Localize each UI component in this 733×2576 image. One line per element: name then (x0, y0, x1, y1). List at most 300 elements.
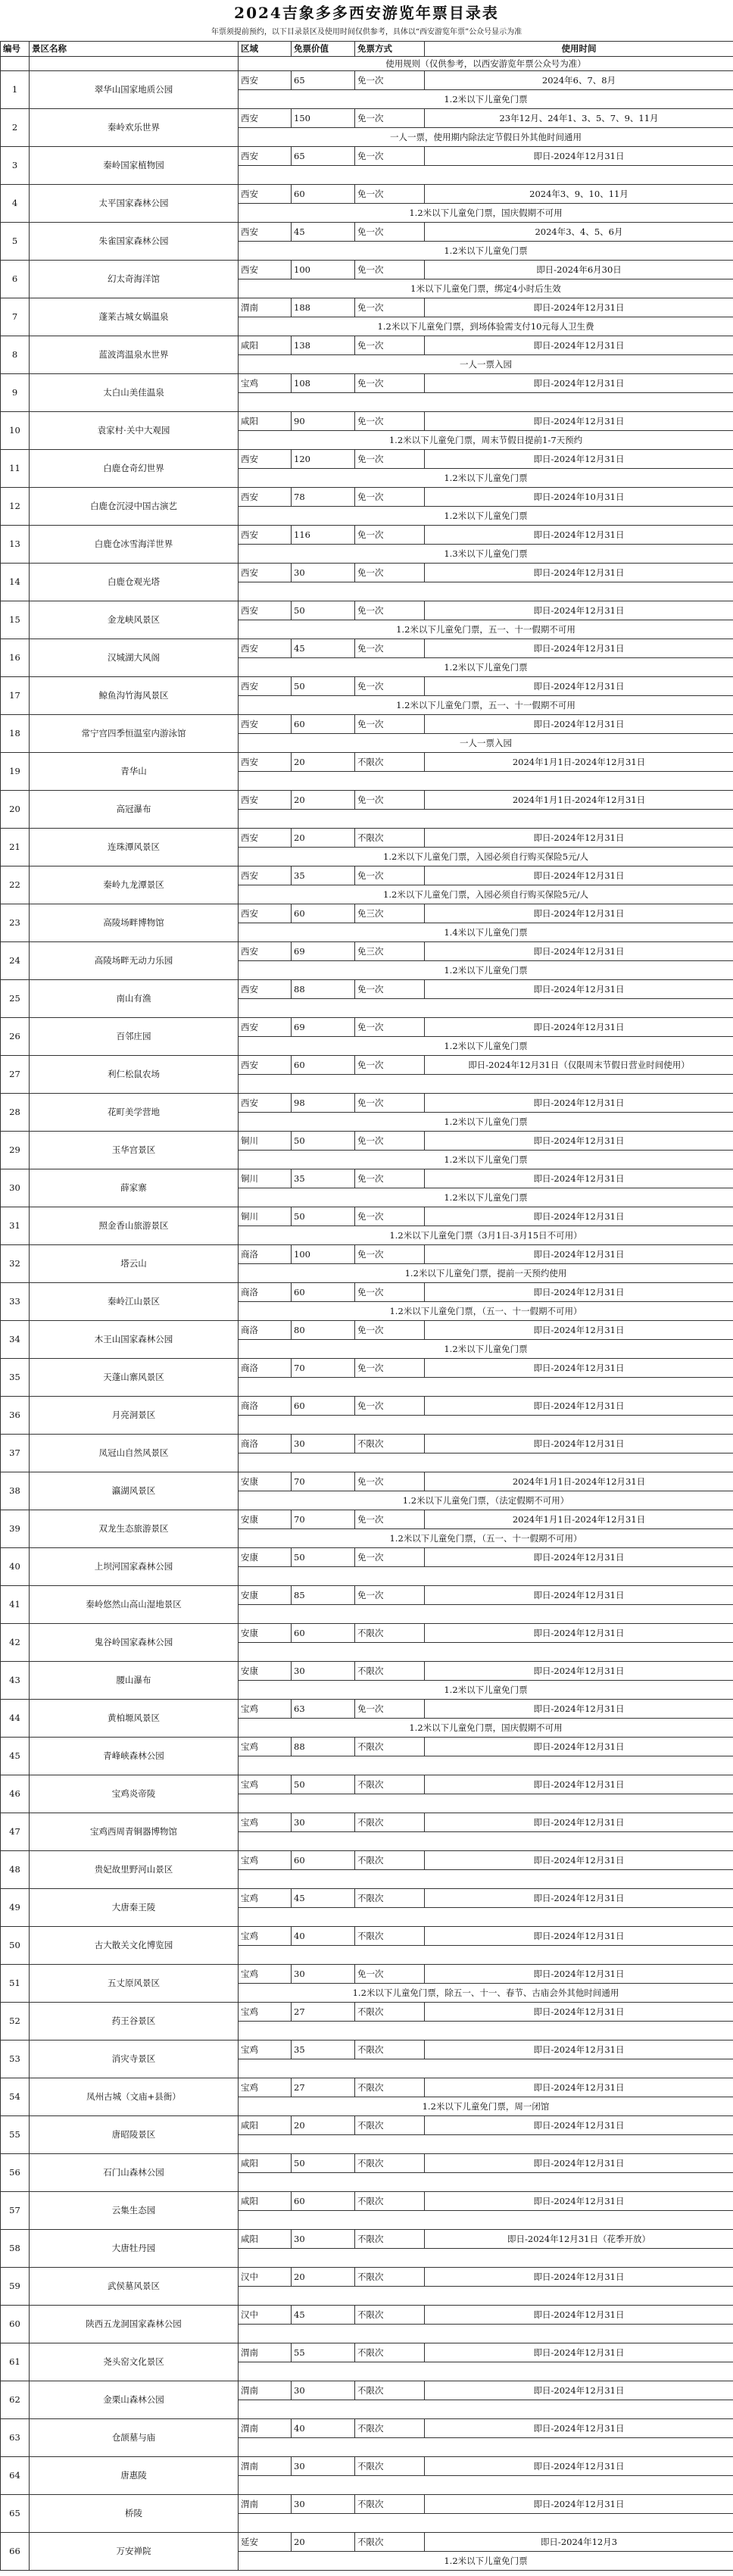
price-cell: 65 (292, 147, 355, 166)
remark-cell: 1.2米以下儿童免门票 (239, 1113, 733, 1132)
row-number: 37 (1, 1435, 30, 1472)
time-cell: 2024年1月1日-2024年12月31日 (425, 1510, 733, 1529)
time-cell: 即日-2024年12月31日 (425, 1018, 733, 1037)
row-number: 21 (1, 829, 30, 866)
method-cell: 免一次 (355, 639, 425, 658)
method-cell: 不限次 (355, 2230, 425, 2249)
method-cell: 免一次 (355, 1132, 425, 1151)
region-cell: 渭南 (239, 2419, 292, 2438)
remark-cell: 1.2米以下儿童免门票 (239, 1188, 733, 1207)
row-number: 17 (1, 677, 30, 715)
table-row (1, 2533, 733, 2552)
table-row (1, 1169, 733, 1188)
attraction-name: 高陵场畔无动力乐园 (30, 942, 239, 980)
time-cell: 即日-2024年12月31日 (425, 526, 733, 545)
region-cell: 汉中 (239, 2268, 292, 2287)
row-number: 16 (1, 639, 30, 677)
table-row (1, 1397, 733, 1416)
header-method: 免票方式 (355, 42, 425, 57)
region-cell: 商洛 (239, 1397, 292, 1416)
region-cell: 安康 (239, 1548, 292, 1567)
attraction-name: 上坝河国家森林公园 (30, 1548, 239, 1586)
usage-rule: 使用规则（仅供参考，以西安游览年票公众号为准） (239, 57, 733, 71)
header-time: 使用时间 (425, 42, 733, 57)
price-cell: 30 (292, 1965, 355, 1984)
row-number: 14 (1, 564, 30, 601)
table-row (1, 715, 733, 734)
method-cell: 不限次 (355, 829, 425, 848)
price-cell: 60 (292, 715, 355, 734)
row-number: 64 (1, 2457, 30, 2495)
remark-cell (239, 2059, 733, 2078)
time-cell: 即日-2024年12月31日 (425, 639, 733, 658)
attraction-name: 白鹿仓冰雪海洋世界 (30, 526, 239, 564)
table-row (1, 1132, 733, 1151)
attraction-name: 常宁宫四季恒温室内游泳馆 (30, 715, 239, 753)
method-cell: 不限次 (355, 2457, 425, 2476)
region-cell: 西安 (239, 1094, 292, 1113)
table-row (1, 1889, 733, 1908)
attraction-name: 秦岭江山景区 (30, 1283, 239, 1321)
price-cell: 70 (292, 1359, 355, 1378)
table-row (1, 866, 733, 885)
price-cell: 60 (292, 1624, 355, 1643)
table-row (1, 1435, 733, 1453)
region-cell: 咸阳 (239, 2192, 292, 2211)
region-cell: 铜川 (239, 1207, 292, 1226)
time-cell: 即日-2024年12月31日 (425, 564, 733, 582)
time-cell: 即日-2024年12月31日 (425, 1851, 733, 1870)
time-cell: 即日-2024年12月31日 (425, 1662, 733, 1681)
row-number: 9 (1, 374, 30, 412)
time-cell: 即日-2024年12月31日 (425, 2041, 733, 2059)
price-cell: 69 (292, 1018, 355, 1037)
region-cell: 商洛 (239, 1359, 292, 1378)
method-cell: 免一次 (355, 450, 425, 469)
row-number: 63 (1, 2419, 30, 2457)
price-cell: 20 (292, 2268, 355, 2287)
price-cell: 98 (292, 1094, 355, 1113)
region-cell: 宝鸡 (239, 2078, 292, 2097)
table-row (1, 791, 733, 810)
region-cell: 安康 (239, 1662, 292, 1681)
region-cell: 西安 (239, 147, 292, 166)
region-cell: 西安 (239, 450, 292, 469)
method-cell: 不限次 (355, 2381, 425, 2400)
region-cell: 西安 (239, 109, 292, 128)
row-number: 11 (1, 450, 30, 488)
table-row (1, 1056, 733, 1075)
table-row (1, 2457, 733, 2476)
method-cell: 免一次 (355, 1056, 425, 1075)
row-number: 5 (1, 223, 30, 261)
method-cell: 免一次 (355, 1586, 425, 1605)
row-number: 56 (1, 2154, 30, 2192)
region-cell: 宝鸡 (239, 1965, 292, 1984)
attraction-name: 连珠潭风景区 (30, 829, 239, 866)
price-cell: 108 (292, 374, 355, 393)
price-cell: 90 (292, 412, 355, 431)
attraction-name: 唐惠陵 (30, 2457, 239, 2495)
price-cell: 60 (292, 185, 355, 204)
table-row (1, 1548, 733, 1567)
method-cell: 免一次 (355, 791, 425, 810)
region-cell: 宝鸡 (239, 2003, 292, 2022)
attraction-name: 宝鸡西周青铜器博物馆 (30, 1813, 239, 1851)
table-row (1, 2041, 733, 2059)
method-cell: 免一次 (355, 1207, 425, 1226)
attraction-name: 尧头窑文化景区 (30, 2343, 239, 2381)
price-cell: 40 (292, 1927, 355, 1946)
time-cell: 即日-2024年12月31日 (425, 374, 733, 393)
attraction-name: 唐昭陵景区 (30, 2116, 239, 2154)
price-cell: 27 (292, 2003, 355, 2022)
time-cell: 即日-2024年12月31日 (425, 1624, 733, 1643)
time-cell: 23年12月、24年1、3、5、7、9、11月 (425, 109, 733, 128)
table-row (1, 185, 733, 204)
row-number: 20 (1, 791, 30, 829)
remark-cell: 1.2米以下儿童免门票，（五一、十一假期不可用） (239, 1302, 733, 1321)
price-cell: 20 (292, 2533, 355, 2552)
price-cell: 35 (292, 1169, 355, 1188)
time-cell: 即日-2024年12月31日 (425, 1586, 733, 1605)
header-num: 编号 (1, 42, 30, 57)
table-row (1, 1586, 733, 1605)
method-cell: 免一次 (355, 1245, 425, 1264)
time-cell: 即日-2024年12月31日 (425, 2381, 733, 2400)
time-cell: 即日-2024年12月31日 (425, 1245, 733, 1264)
price-cell: 30 (292, 2381, 355, 2400)
time-cell: 即日-2024年12月31日 (425, 1965, 733, 1984)
time-cell: 即日-2024年10月31日 (425, 488, 733, 507)
attraction-name: 双龙生态旅游景区 (30, 1510, 239, 1548)
table-row (1, 109, 733, 128)
table-row (1, 336, 733, 355)
method-cell: 不限次 (355, 1662, 425, 1681)
method-cell: 不限次 (355, 1775, 425, 1794)
time-cell: 即日-2024年12月31日 (425, 1207, 733, 1226)
table-row (1, 374, 733, 393)
price-cell: 20 (292, 753, 355, 772)
attraction-name: 万安禅院 (30, 2533, 239, 2571)
region-cell: 渭南 (239, 2381, 292, 2400)
method-cell: 免一次 (355, 677, 425, 696)
price-cell: 50 (292, 1207, 355, 1226)
attraction-name: 腰山瀑布 (30, 1662, 239, 1700)
price-cell: 80 (292, 1321, 355, 1340)
price-cell: 85 (292, 1586, 355, 1605)
remark-cell: 1.2米以下儿童免门票，国庆假期不可用 (239, 204, 733, 223)
remark-cell: 1.2米以下儿童免门票，（法定假期不可用） (239, 1491, 733, 1510)
remark-cell: 1.3米以下儿童免门票 (239, 545, 733, 564)
time-cell: 即日-2024年12月3 (425, 2533, 733, 2552)
time-cell: 即日-2024年12月31日 (425, 2343, 733, 2362)
region-cell: 西安 (239, 753, 292, 772)
attraction-name: 古大散关文化博览园 (30, 1927, 239, 1965)
row-number: 46 (1, 1775, 30, 1813)
time-cell: 2024年6、7、8月 (425, 71, 733, 90)
table-row (1, 564, 733, 582)
time-cell: 即日-2024年12月31日 (425, 1169, 733, 1188)
price-cell: 27 (292, 2078, 355, 2097)
row-number: 30 (1, 1169, 30, 1207)
remark-cell (239, 1075, 733, 1094)
attraction-name: 大唐牡丹园 (30, 2230, 239, 2268)
method-cell: 不限次 (355, 2003, 425, 2022)
row-number: 52 (1, 2003, 30, 2041)
remark-cell (239, 1908, 733, 1927)
attraction-name: 翠华山国家地质公园 (30, 71, 239, 109)
remark-cell (239, 1870, 733, 1889)
price-cell: 35 (292, 2041, 355, 2059)
region-cell: 铜川 (239, 1169, 292, 1188)
table-row (1, 2306, 733, 2325)
method-cell: 免一次 (355, 1283, 425, 1302)
region-cell: 西安 (239, 942, 292, 961)
time-cell: 即日-2024年12月31日 (425, 980, 733, 999)
table-row (1, 2419, 733, 2438)
remark-cell (239, 1756, 733, 1775)
method-cell: 免一次 (355, 147, 425, 166)
attraction-name: 秦岭欢乐世界 (30, 109, 239, 147)
time-cell: 即日-2024年12月31日 (425, 1321, 733, 1340)
time-cell: 即日-2024年6月30日 (425, 261, 733, 279)
method-cell: 免一次 (355, 1510, 425, 1529)
price-cell: 50 (292, 2154, 355, 2173)
time-cell: 2024年3、9、10、11月 (425, 185, 733, 204)
price-cell: 55 (292, 2343, 355, 2362)
row-number: 47 (1, 1813, 30, 1851)
table-row (1, 753, 733, 772)
table-row (1, 298, 733, 317)
table-row (1, 1851, 733, 1870)
attraction-name: 秦岭九龙潭景区 (30, 866, 239, 904)
attraction-name: 幻太奇海洋馆 (30, 261, 239, 298)
row-number: 55 (1, 2116, 30, 2154)
remark-cell (239, 1567, 733, 1586)
row-number: 10 (1, 412, 30, 450)
attraction-name: 陕西五龙洞国家森林公园 (30, 2306, 239, 2343)
time-cell: 即日-2024年12月31日 (425, 1435, 733, 1453)
row-number: 62 (1, 2381, 30, 2419)
price-cell: 50 (292, 601, 355, 620)
remark-cell (239, 999, 733, 1018)
table-row (1, 1927, 733, 1946)
row-number: 7 (1, 298, 30, 336)
table-row (1, 1624, 733, 1643)
method-cell: 免三次 (355, 904, 425, 923)
row-number: 43 (1, 1662, 30, 1700)
row-number: 33 (1, 1283, 30, 1321)
row-number: 6 (1, 261, 30, 298)
time-cell: 即日-2024年12月31日 (425, 677, 733, 696)
table-row (1, 147, 733, 166)
header-price: 免票价值 (292, 42, 355, 57)
row-number: 42 (1, 1624, 30, 1662)
remark-cell: 一人一票入园 (239, 355, 733, 374)
table-row (1, 2343, 733, 2362)
method-cell: 不限次 (355, 1435, 425, 1453)
attraction-name: 百邻庄园 (30, 1018, 239, 1056)
row-number: 29 (1, 1132, 30, 1169)
attraction-name: 白鹿仓沉浸中国古演艺 (30, 488, 239, 526)
time-cell: 即日-2024年12月31日（仅限周末节假日营业时间使用） (425, 1056, 733, 1075)
table-row (1, 1965, 733, 1984)
region-cell: 西安 (239, 1056, 292, 1075)
region-cell: 西安 (239, 639, 292, 658)
row-number: 34 (1, 1321, 30, 1359)
region-cell: 商洛 (239, 1283, 292, 1302)
time-cell: 即日-2024年12月31日 (425, 412, 733, 431)
attraction-name: 凤冠山自然风景区 (30, 1435, 239, 1472)
time-cell: 即日-2024年12月31日 (425, 2003, 733, 2022)
method-cell: 免一次 (355, 336, 425, 355)
price-cell: 30 (292, 1813, 355, 1832)
row-number: 12 (1, 488, 30, 526)
remark-cell (239, 166, 733, 185)
row-number: 50 (1, 1927, 30, 1965)
remark-cell: 一人一票入园 (239, 734, 733, 753)
remark-cell: 1.2米以下儿童免门票，国庆假期不可用 (239, 1719, 733, 1738)
table-header-row (1, 42, 733, 57)
header-region: 区域 (239, 42, 292, 57)
time-cell: 2024年1月1日-2024年12月31日 (425, 1472, 733, 1491)
table-row (1, 450, 733, 469)
price-cell: 50 (292, 1548, 355, 1567)
row-number: 51 (1, 1965, 30, 2003)
method-cell: 免一次 (355, 488, 425, 507)
row-number: 53 (1, 2041, 30, 2078)
page-title: 2024吉象多多西安游览年票目录表 (234, 4, 499, 22)
method-cell: 不限次 (355, 2343, 425, 2362)
attraction-name: 消灾寺景区 (30, 2041, 239, 2078)
price-cell: 60 (292, 904, 355, 923)
price-cell: 35 (292, 866, 355, 885)
remark-cell: 1.2米以下儿童免门票 (239, 90, 733, 109)
table-row (1, 639, 733, 658)
remark-cell (239, 1416, 733, 1435)
table-row (1, 1245, 733, 1264)
attraction-name: 高冠瀑布 (30, 791, 239, 829)
price-cell: 188 (292, 298, 355, 317)
time-cell: 即日-2024年12月31日 (425, 1927, 733, 1946)
table-row (1, 2268, 733, 2287)
price-cell: 20 (292, 2116, 355, 2135)
table-row (1, 2230, 733, 2249)
row-number: 48 (1, 1851, 30, 1889)
method-cell: 免一次 (355, 1548, 425, 1567)
price-cell: 50 (292, 1132, 355, 1151)
row-number: 26 (1, 1018, 30, 1056)
time-cell: 即日-2024年12月31日 (425, 2078, 733, 2097)
region-cell: 汉中 (239, 2306, 292, 2325)
row-number: 61 (1, 2343, 30, 2381)
method-cell: 免一次 (355, 1700, 425, 1719)
remark-cell: 1.2米以下儿童免门票 (239, 1340, 733, 1359)
method-cell: 不限次 (355, 2419, 425, 2438)
price-cell: 100 (292, 1245, 355, 1264)
region-cell: 西安 (239, 677, 292, 696)
remark-cell (239, 2135, 733, 2154)
attraction-name: 石门山森林公园 (30, 2154, 239, 2192)
price-cell: 30 (292, 564, 355, 582)
header-name: 景区名称 (30, 42, 239, 57)
method-cell: 免一次 (355, 980, 425, 999)
method-cell: 免一次 (355, 564, 425, 582)
region-cell: 安康 (239, 1472, 292, 1491)
time-cell: 即日-2024年12月31日 (425, 1397, 733, 1416)
price-cell: 45 (292, 2306, 355, 2325)
remark-cell: 1.2米以下儿童免门票 (239, 1037, 733, 1056)
table-row (1, 2154, 733, 2173)
table-row (1, 1700, 733, 1719)
page-note: 年票须提前预约，以下目录景区及使用时间仅供参考，具体以“西安游览年票”公众号显示为准 (211, 28, 522, 36)
region-cell: 西安 (239, 980, 292, 999)
region-cell: 渭南 (239, 298, 292, 317)
price-cell: 50 (292, 677, 355, 696)
attraction-name: 金龙峡风景区 (30, 601, 239, 639)
row-number: 1 (1, 71, 30, 109)
attraction-name: 青峰峡森林公园 (30, 1738, 239, 1775)
remark-cell: 1.2米以下儿童免门票 (239, 507, 733, 526)
attraction-name: 五丈原风景区 (30, 1965, 239, 2003)
table-row (1, 223, 733, 242)
region-cell: 安康 (239, 1586, 292, 1605)
table-row (1, 1359, 733, 1378)
region-cell: 西安 (239, 223, 292, 242)
region-cell: 咸阳 (239, 2230, 292, 2249)
row-number: 13 (1, 526, 30, 564)
row-number: 27 (1, 1056, 30, 1094)
remark-cell: 1.2米以下儿童免门票，提前一天预约使用 (239, 1264, 733, 1283)
remark-cell: 1米以下儿童免门票，绑定4小时后生效 (239, 279, 733, 298)
price-cell: 45 (292, 223, 355, 242)
table-row (1, 601, 733, 620)
price-cell: 30 (292, 1662, 355, 1681)
table-row (1, 71, 733, 90)
attraction-name: 南山有渔 (30, 980, 239, 1018)
time-cell: 即日-2024年12月31日 (425, 1094, 733, 1113)
time-cell: 2024年3、4、5、6月 (425, 223, 733, 242)
remark-cell (239, 2022, 733, 2041)
table-row (1, 942, 733, 961)
attraction-name: 太平国家森林公园 (30, 185, 239, 223)
method-cell: 免三次 (355, 942, 425, 961)
method-cell: 免一次 (355, 298, 425, 317)
method-cell: 免一次 (355, 1321, 425, 1340)
region-cell: 宝鸡 (239, 2041, 292, 2059)
method-cell: 不限次 (355, 2268, 425, 2287)
table-row (1, 904, 733, 923)
remark-cell: 1.2米以下儿童免门票，入园必须自行购买保险5元/人 (239, 885, 733, 904)
attraction-name: 仓颉墓与庙 (30, 2419, 239, 2457)
remark-cell (239, 1643, 733, 1662)
row-number: 41 (1, 1586, 30, 1624)
time-cell: 即日-2024年12月31日 (425, 1738, 733, 1756)
remark-cell: 1.2米以下儿童免门票 (239, 242, 733, 261)
row-number: 2 (1, 109, 30, 147)
price-cell: 70 (292, 1472, 355, 1491)
region-cell: 商洛 (239, 1435, 292, 1453)
time-cell: 即日-2024年12月31日 (425, 2268, 733, 2287)
method-cell: 免一次 (355, 1397, 425, 1416)
price-cell: 30 (292, 2457, 355, 2476)
price-cell: 30 (292, 2495, 355, 2514)
table-row (1, 412, 733, 431)
row-number: 57 (1, 2192, 30, 2230)
table-row (1, 2116, 733, 2135)
method-cell: 免一次 (355, 261, 425, 279)
